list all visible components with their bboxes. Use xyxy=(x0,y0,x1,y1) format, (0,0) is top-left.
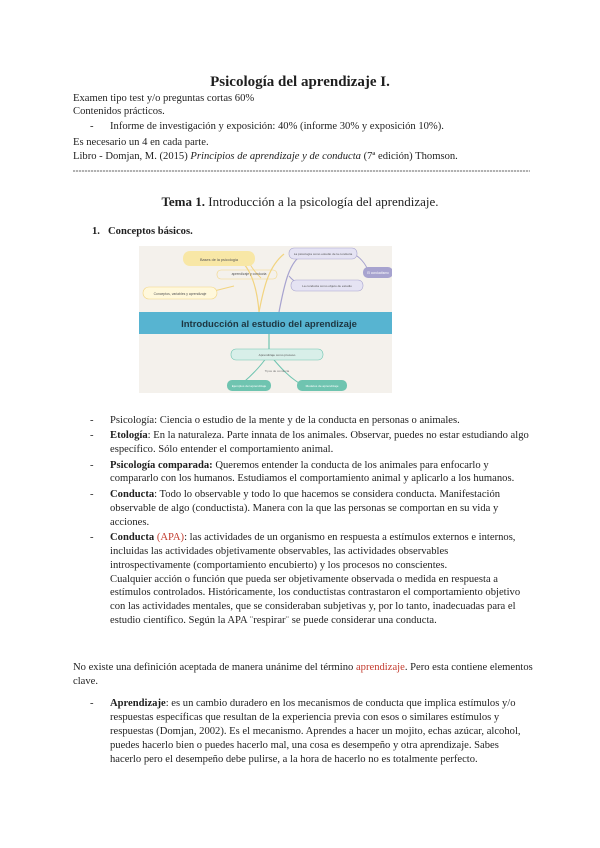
list-dash: - xyxy=(90,121,94,132)
bullet-list xyxy=(90,414,530,630)
list-item xyxy=(90,488,530,530)
mindmap-node-text: Conceptos, variables y aprendizaje xyxy=(153,292,207,296)
exam-line: Examen tipo test y/o preguntas cortas 60% xyxy=(73,93,255,104)
mindmap-node-text: aprendizaje y conducta xyxy=(231,272,267,276)
list-item-term: Conducta xyxy=(110,488,155,500)
list-item-term: Etología xyxy=(110,430,148,442)
list-item-text: : es un cambio duradero en los mecanismos de conducta que implica estímulos y/o respuestas específicas que resultan de la experiencia previa con esos o similares estímulos y respuestas (Domjan, 2002). Es el mecanismo. Aprendes a hacer un mojito, echas azúcar, alcohol, puedes hacerlo bien o puedes hacerlo mal, una cosa es desempeño y otra aprendizaje. Sabes hacerlo pero el desempeño debe pulirse, a la hora de hacerlo no es totalmente perfecto. xyxy=(110,698,521,765)
mindmap-center-text: Introducción al estudio del aprendizaje xyxy=(181,319,357,330)
tema-title: Introducción a la psicología del aprendizaje. xyxy=(205,194,439,209)
dashed-separator xyxy=(73,168,530,174)
tema-heading xyxy=(0,194,600,210)
mindmap-node-text: Aprendizaje como proceso xyxy=(258,353,296,357)
definition-paragraph xyxy=(73,661,533,689)
book-suffix: (7ª edición) Thomson. xyxy=(360,151,458,162)
practicos-line: Contenidos prácticos. xyxy=(73,106,165,117)
mindmap-node-text: La psicología como estudio de la conducta xyxy=(293,252,353,256)
mindmap-node-text: Tipos de conducta xyxy=(264,369,290,373)
list-dash: - xyxy=(90,430,94,442)
list-item-text: : En la naturaleza. Parte innata de los animales. Observar, puedes no estar estudiando algo específico. Sólo entender el comportamiento animal. xyxy=(110,430,529,456)
definition-term: aprendizaje xyxy=(355,662,405,673)
list-item-text: : Todo lo observable y todo lo que hacemos se considera conducta. Manifestación observable de algo (conductista). Manera con la que las personas se comportan en su vida y acciones. xyxy=(110,488,501,528)
mindmap-node-text: Bases de la psicología xyxy=(200,258,238,262)
mindmap-image xyxy=(139,246,392,393)
list-item-continuation: Cualquier acción o función que pueda ser objetivamente observada o medida en respuesta a estímulos controlados. Históricamente, los conductistas contrastaron el comportamiento objetivo con las actividades mentales, que se consideraban subjetivas y, por lo tanto, inadecuadas para el estudio científico. Según la APA ¨respirar¨ se puede considerar una conducta. xyxy=(110,573,521,627)
list-dash: - xyxy=(90,698,94,709)
apa-label: (APA) xyxy=(156,531,185,543)
practicos-item-text: Informe de investigación y exposición: 40% (informe 30% y exposición 10%). xyxy=(110,121,444,132)
mindmap-node-text: El conductismo xyxy=(367,271,389,275)
list-item-text: : las actividades de un organismo en respuesta a estímulos externos e internos, incluidas las actividades objetivamente observables, las actividades observables introspectivamente (comportamiento encubierto) y los procesos no conscientes. xyxy=(110,531,516,571)
definition-prefix: No existe una definición aceptada de manera unánime del término xyxy=(73,662,356,673)
aprendizaje-list xyxy=(90,697,530,768)
list-dash: - xyxy=(90,531,94,543)
mindmap-graphic xyxy=(139,246,392,393)
definition-suffix: . Pero esta contiene elementos clave. xyxy=(73,662,533,687)
mindmap-node-text: Modelos de aprendizaje xyxy=(305,384,339,388)
list-item-term: Psicología comparada: xyxy=(110,459,213,471)
list-item xyxy=(90,697,530,767)
mindmap-node-text: Ejemplos del aprendizaje xyxy=(231,384,267,388)
list-item xyxy=(90,459,530,487)
list-dash: - xyxy=(90,488,94,500)
list-item-term: Aprendizaje xyxy=(110,698,166,709)
book-title: Principios de aprendizaje y de conducta xyxy=(190,151,361,162)
list-item xyxy=(90,414,530,428)
practicos-item xyxy=(90,120,444,133)
list-dash: - xyxy=(90,415,94,426)
list-item-text: Psicología: Ciencia o estudio de la mente y de la conducta en personas o animales. xyxy=(110,415,460,426)
section-heading xyxy=(92,226,193,237)
book-prefix: Libro - Domjan, M. (2015) xyxy=(73,151,191,162)
section-number: 1. xyxy=(92,226,100,237)
list-dash: - xyxy=(90,459,94,471)
section-title: Conceptos básicos. xyxy=(108,226,193,237)
book-line xyxy=(73,150,458,163)
mindmap-node-text: La conducta como objeto de estudio xyxy=(302,284,352,288)
tema-label: Tema 1. xyxy=(161,194,206,209)
list-item-text: Queremos entender la conducta de los animales para enfocarlo y compararlo con los humanos. Estudiamos el comportamiento animal y aplicarlo a los humanos. xyxy=(110,459,515,485)
list-item xyxy=(90,429,530,457)
requirement-line: Es necesario un 4 en cada parte. xyxy=(73,137,209,148)
list-item-term: Conducta xyxy=(110,531,155,543)
document-title: Psicología del aprendizaje I. xyxy=(210,74,390,90)
list-item xyxy=(90,531,530,628)
